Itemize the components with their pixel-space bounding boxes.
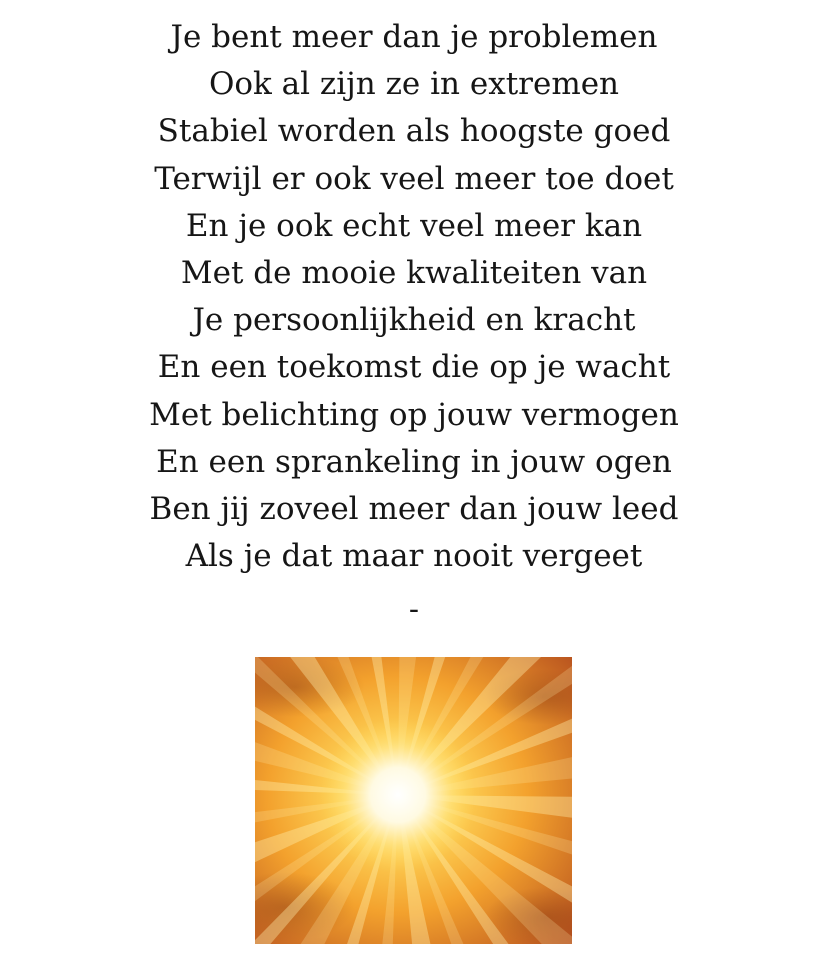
poem-line: Als je dat maar nooit vergeet (185, 538, 643, 575)
poem-line: Ook al zijn ze in extremen (208, 66, 620, 103)
sunburst-image (255, 657, 572, 944)
poem-line: En een sprankeling in jouw ogen (156, 443, 672, 480)
poem-end-mark: - (408, 592, 420, 627)
poem-line: En een toekomst die op je wacht (157, 349, 671, 386)
poem-line: Ben jij zoveel meer dan jouw leed (149, 490, 679, 527)
poem-line: Met de mooie kwaliteiten van (180, 254, 648, 291)
poem-text (0, 14, 828, 580)
poem-line: Je bent meer dan je problemen (170, 19, 658, 55)
poem-line: Je persoonlijkheid en kracht (192, 302, 636, 339)
poem-line: Terwijl er ook veel meer toe doet (154, 160, 674, 197)
poem-line: En je ook echt veel meer kan (185, 207, 643, 244)
poem-line: Stabiel worden als hoogste goed (157, 113, 671, 150)
poem-line: Met belichting op jouw vermogen (149, 396, 679, 433)
sun-core (320, 717, 476, 873)
